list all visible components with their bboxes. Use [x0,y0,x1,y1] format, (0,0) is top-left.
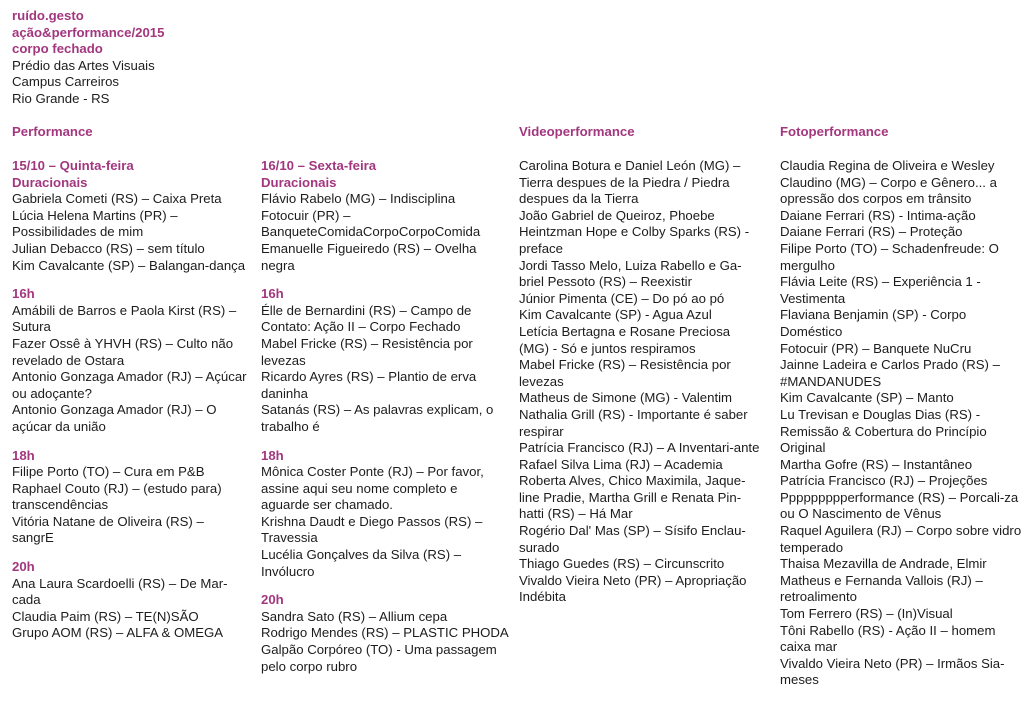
program-entry: Fazer Ossê à YHVH (RS) – Culto não revelado de Ostara [12,335,234,368]
column-videoperformance [519,124,763,618]
time-heading: 15/10 – Quinta-feira [12,158,134,173]
program-entry: Ricardo Ayres (RS) – Plantio de erva daninha [261,369,477,401]
program-entry: Roberta Alves, Chico Maximila, Jaque-line Pradie, Martha Grill e Renata Pin-hatti (RS) – Há Mar [519,473,746,522]
header-campus: Campus Carreiros [12,74,119,90]
program-entry: Claudia Paim (RS) – TE(N)SÃO [12,608,199,624]
column-performance-day2 [261,124,509,687]
program-entry: Vivaldo Vieira Neto (PR) – Apropriação Indébita [519,572,747,605]
section-title: Performance [12,124,93,139]
program-entry: Gabriela Cometi (RS) – Caixa Preta [12,191,222,207]
program-entry: Filipe Porto (TO) – Cura em P&B [12,464,205,480]
program-entry: Kim Cavalcante (SP) - Agua Azul [519,307,712,323]
program-entry: Ana Laura Scardoelli (RS) – De Mar-cada [12,575,228,608]
schedule-block [519,158,763,606]
event-header [12,8,164,108]
header-venue: Prédio das Artes Visuais [12,57,155,73]
program-entry: Krishna Daudt e Diego Passos (RS) – Travessia [261,513,483,546]
program-entry: Kim Cavalcante (SP) – Manto [780,390,954,406]
program-entry: Emanuelle Figueiredo (RS) – Ovelha negra [261,240,477,273]
program-entry: Rodrigo Mendes (RS) – PLASTIC PHODA [261,625,509,641]
header-edition: ação&performance/2015 [12,24,165,40]
schedule-block [12,559,248,642]
schedule-block [12,286,248,435]
program-entry: Patrícia Francisco (RJ) – A Inventari-ante [519,440,760,456]
program-entry: Raquel Aguilera (RJ) – Corpo sobre vidro temperado [780,523,1022,555]
program-entry: Fotocuir (PR) – Banquete NuCru [780,340,972,356]
schedule-block [780,158,1024,689]
program-entry: Antonio Gonzaga Amador (RJ) – Açúcar ou adoçante? [12,369,247,401]
time-heading: 20h [261,592,284,608]
column-fotoperformance [780,124,1024,701]
program-entry: Carolina Botura e Daniel León (MG) – Tierra despues de la Piedra / Piedra despues da la Tierra [519,158,741,207]
program-entry: Amábili de Barros e Paola Kirst (RS) – Sutura [12,302,237,335]
program-entry: Daiane Ferrari (RS) – Proteção [780,224,963,240]
program-entry: Mônica Coster Ponte (RJ) – Por favor, assine aqui seu nome completo e aguarde ser chamado. [261,464,484,513]
program-entry: Matheus de Simone (MG) - Valentim [519,390,733,406]
time-heading: 20h [12,559,35,575]
section-title [261,124,509,158]
program-entry: Vitória Natane de Oliveira (RS) – sangrE [12,513,204,546]
program-entry: Jainne Ladeira e Carlos Prado (RS) – #MANDANUDES [780,357,1000,389]
program-entry: Vivaldo Vieira Neto (PR) – Irmãos Sia-meses [780,655,1005,688]
header-theme: corpo fechado [12,41,103,57]
program-entry: Daiane Ferrari (RS) - Intima-ação [780,207,976,223]
schedule-block [12,448,248,548]
program-entry: Patrícia Francisco (RJ) – Projeções [780,473,988,489]
program-entry: Fotocuir (PR) – BanqueteComidaCorpoCorpoComida [261,207,481,240]
program-entry: Filipe Porto (TO) – Schadenfreude: O mergulho [780,240,999,273]
time-heading: Duracionais [261,174,337,190]
program-entry: Rogério Dal' Mas (SP) – Sísifo Enclau-surado [519,523,746,555]
program-entry: Júnior Pimenta (CE) – Do pó ao pó [519,290,725,306]
program-entry: Tôni Rabello (RS) - Ação II – homem caixa mar [780,622,996,655]
program-entry: Lu Trevisan e Douglas Dias (RS) - Remissão & Cobertura do Princípio Original [780,406,987,456]
program-entry: Ppppppppperformance (RS) – Porcali-za ou O Nascimento de Vênus [780,489,1019,522]
program-entry: Jordi Tasso Melo, Luiza Rabello e Ga-briel Pessoto (RS) – Reexistir [519,257,742,290]
program-entry: Flaviana Benjamin (SP) - Corpo Doméstico [780,307,967,339]
schedule-block [261,158,509,274]
time-heading: 16h [12,286,35,302]
header-city: Rio Grande - RS [12,90,110,106]
program-entry: Martha Gofre (RS) – Instantâneo [780,456,973,472]
program-entry: Antonio Gonzaga Amador (RJ) – O açúcar da união [12,402,217,434]
program-entry: Kim Cavalcante (SP) – Balangan-dança [12,257,246,273]
time-heading: 16/10 – Sexta-feira [261,158,377,173]
program-entry: Satanás (RS) – As palavras explicam, o trabalho é [261,402,494,434]
program-entry: Flávia Leite (RS) – Experiência 1 - Vestimenta [780,274,981,306]
time-heading: 18h [12,447,35,463]
program-entry: Raphael Couto (RJ) – (estudo para) transcendências [12,480,222,513]
program-entry: Letícia Bertagna e Rosane Preciosa (MG) - Só e juntos respiramos [519,323,731,356]
program-entry: João Gabriel de Queiroz, Phoebe Heintzman Hope e Colby Sparks (RS) - preface [519,207,750,256]
program-entry: Lúcia Helena Martins (PR) – Possibilidades de mim [12,207,178,240]
program-entry: Julian Debacco (RS) – sem título [12,240,205,256]
program-entry: Thaisa Mezavilla de Andrade, Elmir Matheus e Fernanda Vallois (RJ) – retroalimento [780,556,987,605]
time-heading: Duracionais [12,174,88,190]
program-entry: Élle de Bernardini (RS) – Campo de Contato: Ação II – Corpo Fechado [261,302,472,335]
schedule-block [12,158,248,274]
program-entry: Mabel Fricke (RS) – Resistência por levezas [261,335,473,368]
schedule-block [261,592,509,675]
program-entry: Claudia Regina de Oliveira e Wesley Claudino (MG) – Corpo e Gênero... a opressão dos corpos em trânsito [780,158,997,207]
program-entry: Galpão Corpóreo (TO) - Uma passagem pelo corpo rubro [261,642,497,674]
schedule-block [261,448,509,581]
program-entry: Thiago Guedes (RS) – Circunscrito [519,556,725,572]
column-performance-day1 [12,124,248,654]
program-entry: Mabel Fricke (RS) – Resistência por levezas [519,357,731,389]
header-title: ruído.gesto [12,8,84,23]
program-entry: Rafael Silva Lima (RJ) – Academia [519,456,723,472]
program-entry: Lucélia Gonçalves da Silva (RS) – Invólucro [261,547,462,579]
program-entry: Tom Ferrero (RS) – (In)Visual [780,606,953,622]
time-heading: 16h [261,286,284,302]
program-entry: Nathalia Grill (RS) - Importante é saber respirar [519,406,748,439]
program-entry: Sandra Sato (RS) – Allium cepa [261,608,448,624]
program-entry: Grupo AOM (RS) – ALFA & OMEGA [12,625,224,641]
program-entry: Flávio Rabelo (MG) – Indisciplina [261,191,456,207]
section-title: Videoperformance [519,124,635,139]
section-title: Fotoperformance [780,124,889,139]
time-heading: 18h [261,447,284,463]
schedule-block [261,286,509,435]
